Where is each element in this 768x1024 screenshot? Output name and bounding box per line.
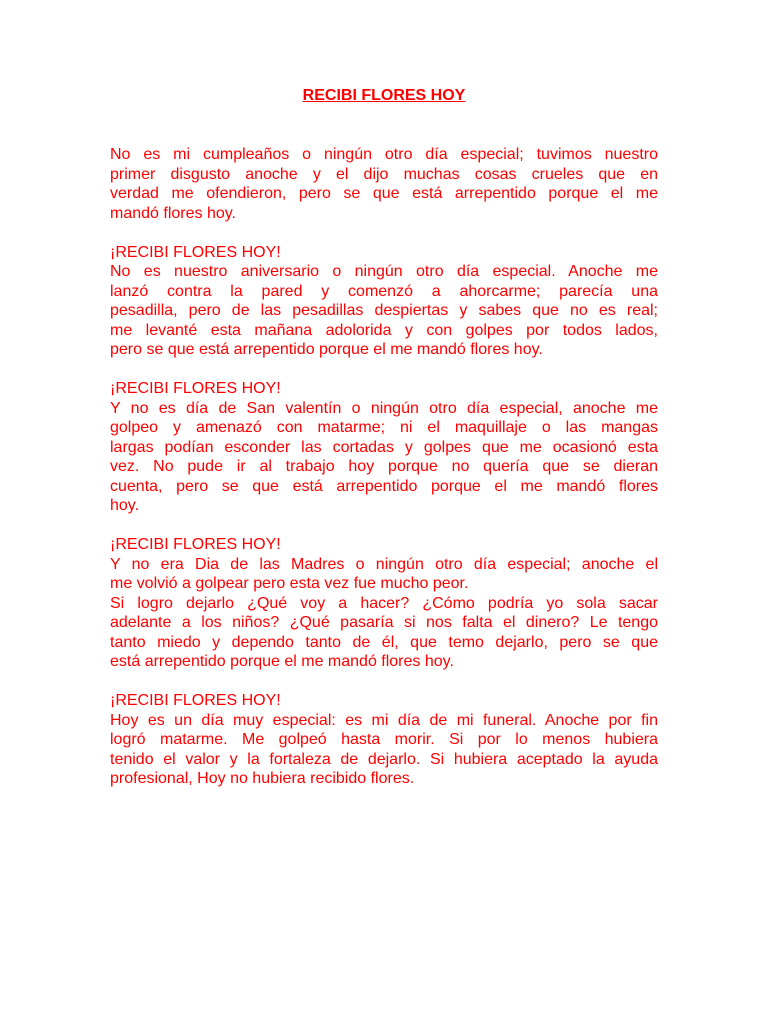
paragraph-line: cuenta, pero se que está arrepentido porque el me mandó flores [110,477,658,495]
paragraph-line: ¡RECIBI FLORES HOY! [110,692,281,709]
document-body [110,145,658,808]
paragraph-line: adelante a los niños? ¿Qué pasaría si nos falta el dinero? Le tengo [110,614,658,631]
paragraph-line: ¡RECIBI FLORES HOY! [110,380,281,397]
paragraph-line: vez. No pude ir al trabajo hoy porque no quería que se dieran [110,458,658,475]
paragraph-line: primer disgusto anoche y el dijo muchas cosas crueles que en [110,165,658,183]
paragraph-line: está arrepentido porque el me mandó flores hoy. [110,653,454,670]
paragraph-line: tanto miedo y dependo tanto de él, que temo dejarlo, pero se que [110,633,658,651]
paragraph [110,535,658,672]
paragraph-line: Y no era Dia de las Madres o ningún otro día especial; anoche el [110,555,658,573]
paragraph-line: golpeo y amenazó con matarme; ni el maquillaje o las mangas [110,419,658,436]
paragraph-line: me volvió a golpear pero esta vez fue mucho peor. [110,575,469,592]
paragraph-line: pero se que está arrepentido porque el me mandó flores hoy. [110,341,543,358]
paragraph-line: largas podían esconder las cortadas y golpes que me ocasionó esta [110,438,658,456]
paragraph-line: ¡RECIBI FLORES HOY! [110,536,281,553]
paragraph-line: logró matarme. Me golpeó hasta morir. Si por lo menos hubiera [110,731,658,748]
paragraph-line: No es nuestro aniversario o ningún otro día especial. Anoche me [110,263,658,280]
paragraph-line: ¡RECIBI FLORES HOY! [110,243,281,261]
paragraph-line: pesadilla, pero de las pesadillas despiertas y sabes que no es real; [110,302,658,319]
paragraph-line: No es mi cumpleaños o ningún otro día especial; tuvimos nuestro [110,146,658,163]
paragraph-line: tenido el valor y la fortaleza de dejarlo. Si hubiera aceptado la ayuda [110,750,658,768]
paragraph-line: hoy. [110,497,140,514]
paragraph [110,243,658,360]
paragraph-line: me levanté esta mañana adolorida y con golpes por todos lados, [110,321,658,339]
paragraph [110,145,658,223]
paragraph-line: verdad me ofendieron, pero se que está arrepentido porque el me [110,185,658,202]
paragraph-line: Hoy es un día muy especial: es mi día de mi funeral. Anoche por fin [110,711,658,729]
paragraph-line: lanzó contra la pared y comenzó a ahorcarme; parecía una [110,282,658,300]
paragraph-line: mandó flores hoy. [110,204,236,222]
paragraph-line: Y no es día de San valentín o ningún otro día especial, anoche me [110,399,658,417]
paragraph [110,379,658,516]
paragraph [110,691,658,789]
document-title: RECIBI FLORES HOY [302,87,466,104]
paragraph-line: profesional, Hoy no hubiera recibido flores. [110,770,415,787]
paragraph-line: Si logro dejarlo ¿Qué voy a hacer? ¿Cómo podría yo sola sacar [110,594,658,612]
